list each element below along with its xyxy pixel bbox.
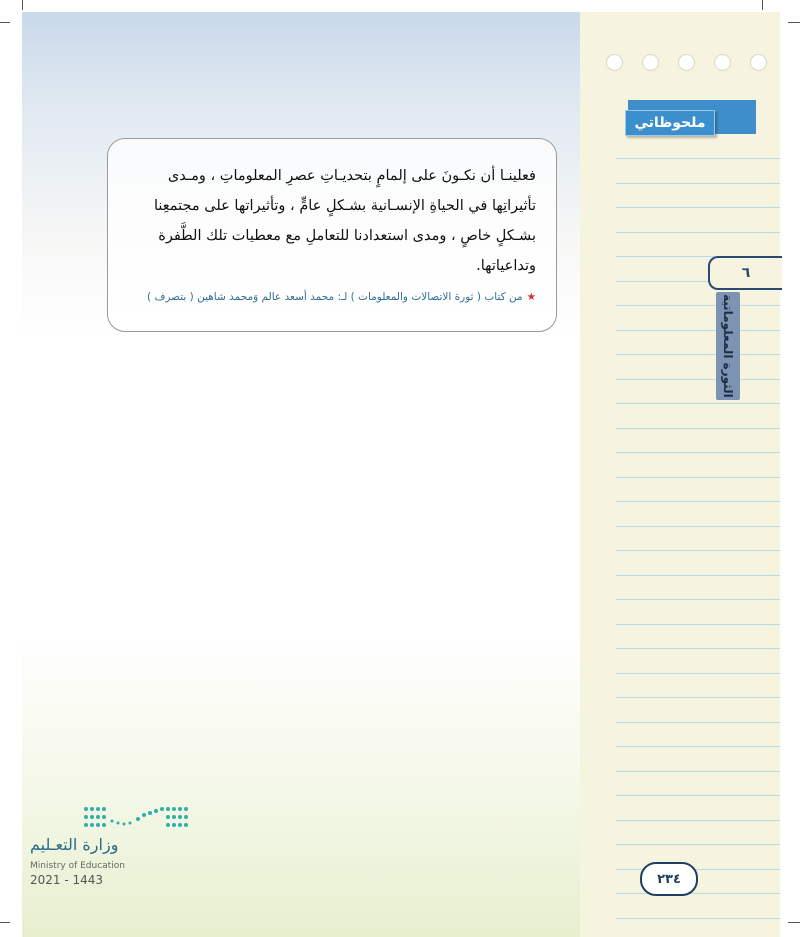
ruled-line xyxy=(616,893,780,894)
ruled-line xyxy=(616,183,780,184)
binder-holes xyxy=(606,54,767,71)
ruled-line xyxy=(616,428,780,429)
ruled-line xyxy=(616,379,780,380)
ruled-line xyxy=(616,550,780,551)
ruled-line xyxy=(616,697,780,698)
crop-mark xyxy=(22,0,23,10)
notes-title: ملحوظاتي xyxy=(625,110,714,136)
ministry-name-en: Ministry of Education xyxy=(30,861,125,871)
crop-mark xyxy=(788,922,800,923)
ruled-line xyxy=(616,501,780,502)
ruled-line xyxy=(616,795,780,796)
ruled-line xyxy=(616,330,780,331)
crop-mark xyxy=(0,22,10,23)
chapter-number: ٦ xyxy=(708,256,782,290)
ruled-line xyxy=(616,207,780,208)
ministry-years: 2021 - 1443 xyxy=(30,873,104,887)
ruled-line xyxy=(616,869,780,870)
crop-mark xyxy=(762,0,763,10)
hole-icon xyxy=(642,54,659,71)
hole-icon xyxy=(678,54,695,71)
ruled-line xyxy=(616,477,780,478)
card-paragraph: فعلينـا أن نكـونَ على إلمامٍ بتحديـاتِ عصرِ المعلوماتِ ، ومـدى تأثيراتِها في الحياةِ الإنسـانية بشـكلٍ عامٍّ ، وتأثيراتها على مجتمعِنا بشـكلٍ خاصٍ ، ومدى استعدادنا للتعاملِ مع معطيات تلك الطَّفرة وتداعياتها. xyxy=(153,168,536,274)
ruled-line xyxy=(616,820,780,821)
ruled-line xyxy=(616,624,780,625)
ruled-line xyxy=(616,673,780,674)
ruled-line xyxy=(616,526,780,527)
source-text: من كتاب ( ثورة الاتصالات والمعلومات ) لـ: محمد أسعد عالم وَمحمد شاهين ( بتصرف ) xyxy=(147,291,523,303)
ruled-line xyxy=(616,452,780,453)
page-number: ٢٣٤ xyxy=(640,862,698,896)
ruled-line xyxy=(616,354,780,355)
ruled-line xyxy=(616,305,780,306)
chapter-title: الثورة المعلوماتية xyxy=(716,292,740,400)
crop-mark xyxy=(788,22,800,23)
ministry-name-ar: وزارة التعـليم xyxy=(30,835,119,854)
ruled-line xyxy=(616,648,780,649)
crop-mark xyxy=(0,922,10,923)
star-icon: ★ xyxy=(526,291,536,303)
ruled-line xyxy=(616,722,780,723)
ruled-line xyxy=(616,599,780,600)
ruled-line xyxy=(616,844,780,845)
card-source xyxy=(128,291,536,303)
ruled-line xyxy=(616,575,780,576)
ruled-line xyxy=(616,232,780,233)
ruled-line xyxy=(616,771,780,772)
notes-column xyxy=(580,12,780,937)
hole-icon xyxy=(606,54,623,71)
ruled-line xyxy=(616,918,780,919)
notes-tab xyxy=(628,100,756,134)
hole-icon xyxy=(750,54,767,71)
hole-icon xyxy=(714,54,731,71)
ruled-line xyxy=(616,158,780,159)
ruled-line xyxy=(616,403,780,404)
ruled-line xyxy=(616,746,780,747)
logo-dots-icon xyxy=(82,805,202,829)
text-card xyxy=(107,138,557,332)
